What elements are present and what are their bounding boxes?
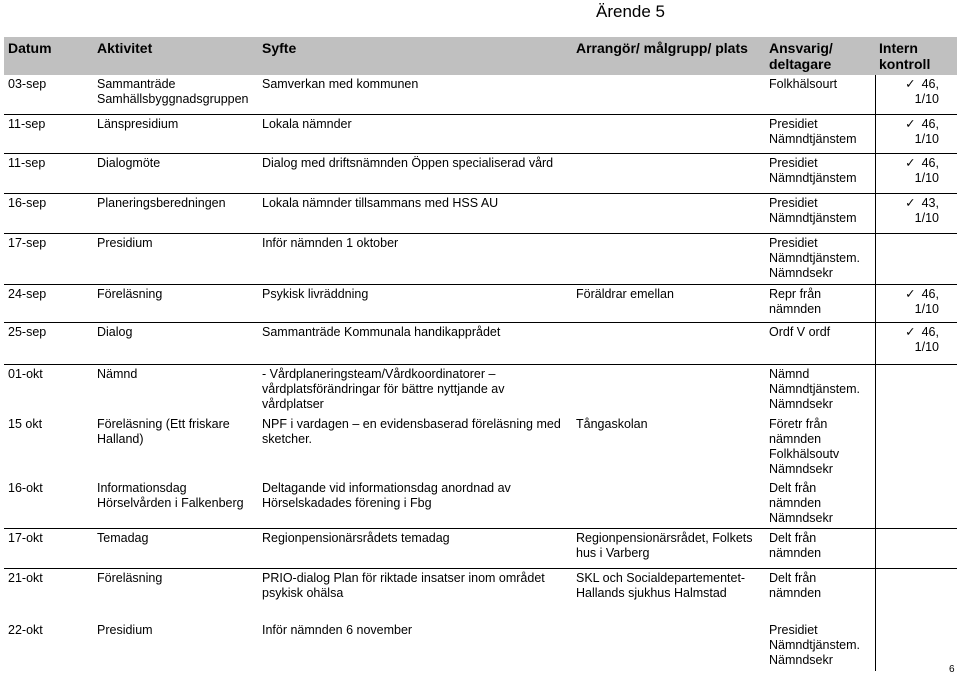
cell-datum: 24-sep [4, 284, 93, 322]
cell-arrangor [572, 479, 765, 529]
table-row [4, 322, 957, 364]
cell-ansvarig: Presidiet Nämndtjänstem. Nämndsekr [769, 622, 861, 667]
cell-syfte: - Vårdplaneringsteam/Vårdkoordinatorer – vårdplatsförändringar för bättre nyttjande av vårdplatser [258, 364, 572, 415]
table-row [4, 284, 957, 322]
cell-intern [875, 569, 957, 621]
cell-syfte: Inför nämnden 6 november [262, 622, 413, 637]
cell-datum: 16-okt [8, 481, 43, 495]
cell-intern [875, 284, 957, 322]
check-icon [905, 117, 921, 131]
table-row [4, 364, 957, 415]
cell-arrangor [572, 153, 765, 193]
cell-aktivitet: Temadag [93, 529, 258, 569]
header-datum: Datum [4, 37, 93, 75]
cell-aktivitet: Länspresidium [93, 114, 258, 153]
header-arrangor: Arrangör/ målgrupp/ plats [572, 37, 765, 75]
cell-syfte: Deltagande vid informationsdag anordnad av Hörselskadades förening i Fbg [262, 481, 511, 510]
cell-syfte: NPF i vardagen – en evidensbaserad föreläsning med sketcher. [262, 417, 561, 446]
cell-syfte: PRIO-dialog Plan för riktade insatser inom området psykisk ohälsa [258, 569, 572, 621]
header-intern: Intern kontroll [875, 37, 957, 75]
cell-aktivitet: Presidium [97, 622, 153, 637]
page-number: 6 [949, 664, 955, 675]
cell-aktivitet: Föreläsning [93, 569, 258, 621]
table-row [4, 529, 957, 569]
cell-datum: 11-sep [4, 153, 93, 193]
cell-datum: 15 okt [8, 417, 43, 431]
cell-arrangor: SKL och Socialdepartementet-Hallands sjukhus Halmstad [572, 569, 765, 621]
cell-syfte: Inför nämnden 1 oktober [258, 233, 572, 284]
schedule-table [4, 37, 957, 671]
cell-aktivitet: Sammanträde Samhällsbyggnadsgruppen [97, 77, 249, 106]
table-row [4, 479, 957, 529]
cell-syfte: Sammanträde Kommunala handikapprådet [258, 322, 572, 364]
check-icon [905, 287, 921, 301]
cell-datum: 17-sep [4, 233, 93, 284]
cell-aktivitet: Presidium [93, 233, 258, 284]
cell-syfte: Lokala nämnder tillsammans med HSS AU [258, 193, 572, 233]
cell-syfte: Psykisk livräddning [258, 284, 572, 322]
cell-datum: 01-okt [4, 364, 93, 415]
cell-datum: 11-sep [4, 114, 93, 153]
header-ansvarig: Ansvarig/ deltagare [765, 37, 875, 75]
cell-ansvarig: Folkhälsourt [769, 77, 838, 91]
cell-datum: 21-okt [4, 569, 93, 621]
intern-value: 43, 1/10 [914, 195, 939, 225]
table-header-row [4, 37, 957, 75]
check-icon [905, 77, 921, 91]
check-icon [905, 325, 921, 339]
cell-arrangor: Regionpensionärsrådet, Folkets hus i Varberg [572, 529, 765, 569]
cell-arrangor [572, 364, 765, 415]
table-row [4, 415, 957, 479]
intern-value: 46, 1/10 [914, 116, 939, 146]
intern-value: 46, 1/10 [914, 324, 939, 354]
cell-syfte: Dialog med driftsnämnden Öppen specialiserad vård [258, 153, 572, 193]
cell-ansvarig: Delt från nämnden Nämndsekr [769, 481, 833, 525]
table-row [4, 114, 957, 153]
cell-syfte: Lokala nämnder [258, 114, 572, 153]
cell-intern [875, 75, 957, 114]
intern-value: 46, 1/10 [914, 286, 939, 316]
cell-ansvarig: Presidiet Nämndtjänstem [765, 153, 875, 193]
cell-ansvarig: Presidiet Nämndtjänstem [765, 193, 875, 233]
cell-ansvarig: Ordf V ordf [765, 322, 875, 364]
cell-aktivitet: Föreläsning (Ett friskare Halland) [97, 417, 230, 446]
cell-intern [875, 322, 957, 364]
cell-arrangor [572, 114, 765, 153]
cell-ansvarig: Presidiet Nämndtjänstem [765, 114, 875, 153]
cell-ansvarig: Presidiet Nämndtjänstem. Nämndsekr [765, 233, 875, 284]
header-aktivitet: Aktivitet [93, 37, 258, 75]
cell-datum: 03-sep [8, 77, 47, 91]
cell-arrangor [572, 75, 765, 114]
intern-value: 46, 1/10 [914, 77, 939, 106]
cell-arrangor: Föräldrar emellan [572, 284, 765, 322]
check-icon [905, 196, 921, 210]
cell-datum: 17-okt [4, 529, 93, 569]
cell-intern [875, 153, 957, 193]
cell-arrangor: Tångaskolan [576, 417, 648, 431]
table-row [4, 153, 957, 193]
cell-aktivitet: Föreläsning [93, 284, 258, 322]
cell-ansvarig: Företr från nämnden Folkhälsoutv Nämndsekr [769, 417, 840, 476]
cell-intern [875, 364, 957, 415]
header-syfte: Syfte [258, 37, 572, 75]
cell-aktivitet: Planeringsberedningen [93, 193, 258, 233]
cell-ansvarig: Repr från nämnden [765, 284, 875, 322]
cell-datum: 16-sep [4, 193, 93, 233]
cell-aktivitet: Nämnd [93, 364, 258, 415]
cell-aktivitet: Dialogmöte [93, 153, 258, 193]
cell-arrangor [572, 233, 765, 284]
cell-datum: 25-sep [4, 322, 93, 364]
cell-ansvarig: Delt från nämnden [765, 529, 875, 569]
cell-syfte: Regionpensionärsrådets temadag [258, 529, 572, 569]
intern-value: 46, 1/10 [914, 155, 939, 185]
cell-aktivitet: Informationsdag Hörselvården i Falkenberg [97, 481, 244, 510]
cell-syfte: Samverkan med kommunen [262, 77, 419, 91]
table-row [4, 193, 957, 233]
table-row [4, 569, 957, 621]
cell-intern [875, 114, 957, 153]
cell-arrangor [572, 322, 765, 364]
cell-datum: 22-okt [8, 622, 43, 637]
cell-intern [875, 479, 957, 529]
cell-intern [875, 415, 957, 479]
table-row [4, 233, 957, 284]
cell-intern [875, 193, 957, 233]
table-row [4, 75, 957, 114]
document-title: Ärende 5 [596, 2, 665, 21]
cell-intern [875, 233, 957, 284]
cell-intern [875, 621, 957, 671]
cell-arrangor [572, 621, 765, 671]
check-icon [905, 156, 921, 170]
cell-ansvarig: Delt från nämnden [765, 569, 875, 621]
cell-intern [875, 529, 957, 569]
cell-arrangor [572, 193, 765, 233]
cell-aktivitet: Dialog [93, 322, 258, 364]
cell-ansvarig: Nämnd Nämndtjänstem. Nämndsekr [765, 364, 875, 415]
table-row [4, 621, 957, 671]
